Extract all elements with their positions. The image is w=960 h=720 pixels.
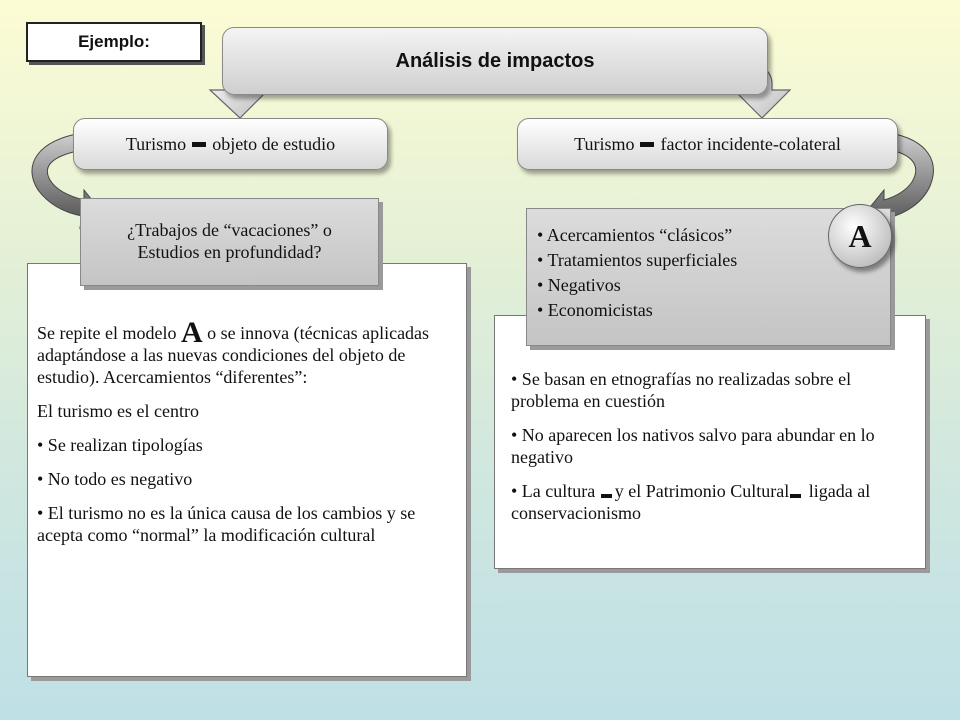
question-box: [80, 198, 379, 286]
culture-text: • La cultura: [511, 481, 596, 501]
intro-before: Se repite el modelo: [37, 323, 177, 343]
question-line: Estudios en profundidad?: [137, 242, 322, 262]
right-content-panel: [494, 315, 926, 569]
intro-model-letter: A: [180, 316, 203, 349]
ellipsis-mark: [790, 494, 801, 498]
heritage-text: y el Patrimonio Cultural: [614, 481, 790, 501]
right-bullet: [511, 480, 913, 524]
right-bullet: • No aparecen los nativos salvo para abundar en lo negativo: [511, 425, 875, 467]
ellipsis-mark: [192, 142, 206, 147]
right-pill-prefix: Turismo: [574, 133, 635, 154]
question-line: ¿Trabajos de “vacaciones” o: [127, 220, 332, 240]
left-content-panel: [27, 263, 467, 677]
classic-bullet: • Negativos: [537, 275, 621, 295]
left-intro: [37, 316, 456, 388]
intro-after: o se innova (técnicas aplicadas adaptándose a las nuevas condiciones del objeto de estudio). Acercamientos “diferentes”:: [37, 323, 430, 387]
model-a-badge: A: [828, 204, 892, 268]
left-pill: [73, 118, 388, 170]
classic-bullet: • Tratamientos superficiales: [537, 250, 738, 270]
classic-bullet: • Acercamientos “clásicos”: [537, 225, 733, 245]
right-pill-suffix: factor incidente-colateral: [660, 133, 841, 154]
left-center-line: El turismo es el centro: [37, 401, 199, 421]
ellipsis-mark: [640, 142, 654, 147]
conservation-text: ligada al conservacionismo: [511, 481, 871, 523]
title-box: [222, 27, 768, 95]
left-bullet: • No todo es negativo: [37, 469, 193, 489]
left-bullet: • Se realizan tipologías: [37, 435, 203, 455]
right-pill: [517, 118, 898, 170]
left-bullet: • El turismo no es la única causa de los cambios y se acepta como “normal” la modificación cultural: [37, 503, 416, 545]
ellipsis-mark: [601, 494, 612, 498]
left-pill-suffix: objeto de estudio: [212, 133, 336, 154]
left-pill-prefix: Turismo: [125, 133, 187, 154]
example-label: Ejemplo:: [26, 22, 202, 62]
right-bullet: • Se basan en etnografías no realizadas sobre el problema en cuestión: [511, 369, 852, 411]
classic-bullet: • Economicistas: [537, 300, 653, 320]
title-text: Análisis de impactos: [395, 49, 595, 72]
